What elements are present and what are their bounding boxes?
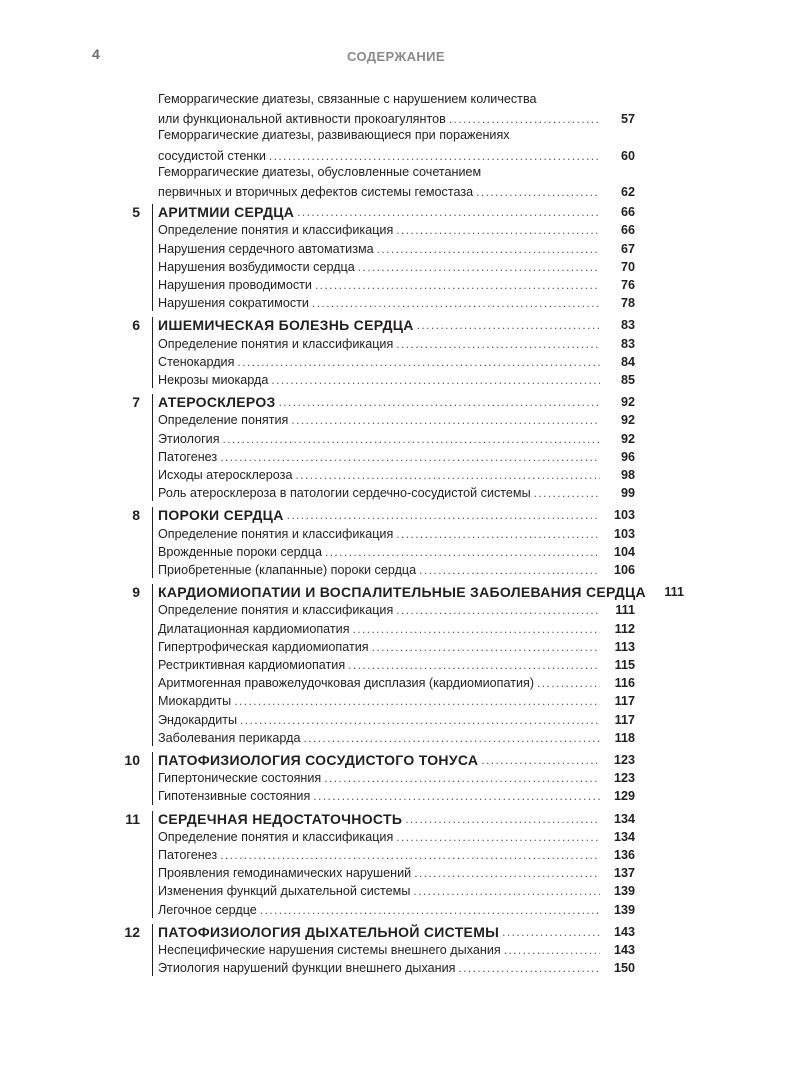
toc-entry-title: Гипертонические состояния (158, 771, 322, 786)
toc-entry-page: 76 (620, 278, 635, 292)
toc-entry-title: Этиология нарушений функции внешнего дыхания (158, 961, 456, 976)
toc-entry (158, 483, 635, 501)
chapter-heading-title: ПАТОФИЗИОЛОГИЯ ДЫХАТЕЛЬНОЙ СИСТЕМЫ (158, 923, 500, 940)
toc-entry-page: 116 (614, 676, 635, 691)
toc-entry-title: Геморрагические диатезы, развивающиеся при поражениях (158, 128, 510, 143)
dot-leader (358, 259, 600, 275)
toc-entry-page: 117 (614, 694, 635, 709)
dot-leader (396, 602, 600, 618)
dot-leader (324, 770, 600, 786)
toc-entry (158, 109, 635, 127)
toc-entry-page: 150 (613, 961, 635, 976)
toc-entry-page: 117 (614, 712, 635, 727)
toc-entry (158, 710, 635, 728)
dot-leader (396, 829, 600, 845)
chapter-heading-title: АРИТМИИ СЕРДЦА (158, 204, 295, 221)
toc-entry-title: Врожденные пороки сердца (158, 544, 322, 559)
toc-entry-page: 92 (620, 413, 635, 428)
toc-entry-title: Аритмогенная правожелудочковая дисплазия (кардиомиопатия) (158, 676, 535, 691)
chapter-heading-page: 111 (664, 585, 684, 600)
toc-entry-page: 137 (613, 866, 635, 881)
toc-entry-title: Роль атеросклероза в патологии сердечно-сосудистой системы (158, 486, 531, 501)
dot-leader (220, 847, 600, 863)
dot-leader (348, 657, 600, 673)
dot-leader (396, 526, 600, 542)
toc-entry (158, 352, 635, 370)
toc-entry-title: Патогенез (158, 848, 218, 862)
chapter-divider (152, 811, 153, 918)
toc-entry-title: Проявления гемодинамических нарушений (158, 866, 412, 881)
toc-entry-page: 57 (620, 112, 635, 127)
toc-entry-title: Патогенез (158, 449, 218, 464)
dot-leader (396, 336, 600, 352)
page-number: 4 (92, 46, 100, 62)
toc-entry-title: Миокардиты (158, 694, 232, 709)
toc-entry-title: Изменения функций дыхательной системы (158, 884, 411, 899)
toc-entry (158, 275, 635, 293)
dot-leader (481, 752, 600, 768)
toc-entry-title: Определение понятия и классификация (158, 336, 394, 351)
toc-entry (158, 524, 635, 542)
toc-entry (158, 958, 635, 976)
toc-entry-title: или функциональной активности прокоагулянтов (158, 112, 446, 127)
toc-entry-page: 139 (613, 884, 635, 899)
chapter-divider (152, 584, 153, 746)
dot-leader (476, 184, 600, 200)
toc-entry-title: Гипотензивные состояния (158, 789, 311, 804)
dot-leader (220, 449, 600, 465)
toc-entry (158, 881, 635, 899)
toc-entry (158, 410, 635, 428)
dot-leader (504, 942, 600, 958)
chapter-divider (152, 204, 153, 311)
toc-entry-page: 83 (620, 336, 635, 351)
dot-leader (271, 372, 600, 388)
dot-leader (353, 621, 600, 637)
toc-entry (158, 900, 635, 918)
toc-entry-page: 136 (613, 848, 635, 862)
toc-entry-page: 96 (620, 449, 635, 464)
chapter-heading-page: 103 (613, 508, 635, 523)
toc-entry-title: Определение понятия и классификация (158, 603, 394, 618)
toc-entry (158, 465, 635, 483)
toc-entry (158, 673, 635, 691)
dot-leader (372, 639, 600, 655)
dot-leader (312, 295, 600, 311)
chapter-number: 5 (132, 204, 140, 221)
chapter-heading-title: ИШЕМИЧЕСКАЯ БОЛЕЗНЬ СЕРДЦА (158, 317, 414, 334)
toc-entry-page: 111 (615, 603, 635, 618)
toc-entry-page: 113 (614, 639, 635, 654)
toc-entry (158, 940, 635, 958)
chapter-heading (158, 922, 635, 940)
toc-entry-title: Определение понятия (158, 413, 289, 428)
chapter-number: 9 (132, 584, 140, 601)
toc-entry-page: 99 (620, 486, 635, 501)
dot-leader (458, 960, 600, 976)
toc-entry-title: Неспецифические нарушения системы внешнего дыхания (158, 943, 501, 957)
chapter-number: 10 (124, 752, 140, 768)
chapter-heading-page: 92 (620, 395, 635, 410)
chapter-heading (158, 750, 635, 768)
chapter-number: 7 (132, 394, 140, 411)
toc-entry-page: 139 (613, 902, 635, 917)
toc-entry-page: 115 (614, 658, 635, 672)
toc-entry (158, 600, 635, 618)
toc-entry-title: сосудистой стенки (158, 148, 266, 163)
chapter-heading-page: 143 (613, 924, 635, 939)
chapter-divider (152, 507, 153, 578)
chapter-heading-page: 134 (613, 811, 635, 826)
chapter-number: 6 (132, 317, 140, 334)
toc-entry (158, 429, 635, 447)
toc-entry-page: 84 (620, 354, 635, 369)
toc-entry-page: 103 (613, 526, 635, 541)
toc-entry-title: Определение понятия и классификация (158, 829, 394, 844)
toc-entry (158, 691, 635, 709)
toc-entry-title: Приобретенные (клапанные) пороки сердца (158, 563, 417, 577)
toc-entry-title: Заболевания перикарда (158, 730, 301, 745)
toc-entry-title: Эндокардиты (158, 712, 238, 727)
toc-entry-title: первичных и вторичных дефектов системы гемостаза (158, 185, 474, 199)
chapter-heading-title: СЕРДЕЧНАЯ НЕДОСТАТОЧНОСТЬ (158, 810, 403, 827)
toc-entry-page: 118 (614, 730, 635, 745)
toc-entry-page: 106 (613, 563, 635, 577)
toc-entry (158, 619, 635, 637)
toc-entry-title: Определение понятия и классификация (158, 223, 394, 238)
chapter-heading-title: ПАТОФИЗИОЛОГИЯ СОСУДИСТОГО ТОНУСА (158, 752, 479, 768)
toc-entry (158, 164, 635, 182)
toc-entry (158, 560, 635, 578)
chapter-heading (158, 505, 635, 523)
chapter-heading-title: ПОРОКИ СЕРДЦА (158, 507, 284, 524)
toc-entry-page: 85 (620, 373, 635, 387)
toc-entry (158, 786, 635, 804)
chapter-heading (158, 202, 635, 220)
dot-leader (534, 485, 600, 501)
toc-entry-page: 112 (614, 621, 635, 636)
chapter-heading (158, 392, 635, 410)
toc-entry (158, 845, 635, 863)
toc-entry (158, 655, 635, 673)
toc-entry (158, 293, 635, 311)
dot-leader (234, 693, 600, 709)
toc-entry (158, 239, 635, 257)
dot-leader (315, 277, 600, 293)
toc-entry-title: Этиология (158, 431, 220, 446)
chapter-heading-title: КАРДИОМИОПАТИИ И ВОСПАЛИТЕЛЬНЫЕ ЗАБОЛЕВАНИЯ СЕРДЦА (158, 584, 646, 601)
chapter-heading (158, 582, 684, 601)
toc-entry-page: 129 (613, 789, 635, 804)
toc-entry (158, 127, 635, 145)
toc-entry-page: 67 (620, 241, 635, 256)
dot-leader (537, 675, 600, 691)
dot-leader (449, 111, 600, 127)
toc-entry-title: Геморрагические диатезы, обусловленные сочетанием (158, 164, 482, 179)
toc-entry-page: 60 (620, 148, 635, 163)
chapter-number: 8 (132, 507, 140, 524)
toc-entry-page: 78 (620, 296, 635, 311)
chapter-divider (152, 924, 153, 977)
toc-entry-title: Рестриктивная кардиомиопатия (158, 658, 346, 672)
dot-leader (377, 241, 600, 257)
toc-entry-title: Гипертрофическая кардиомиопатия (158, 639, 369, 654)
dot-leader (295, 467, 600, 483)
dot-leader (260, 902, 600, 918)
dot-leader (297, 204, 600, 220)
toc-entry (158, 257, 635, 275)
toc-entry (158, 91, 635, 109)
toc-entry-title: Нарушения проводимости (158, 278, 312, 292)
dot-leader (502, 924, 600, 940)
chapter-divider (152, 752, 153, 805)
toc-entry (158, 863, 635, 881)
dot-leader (413, 883, 600, 899)
chapter-divider (152, 394, 153, 501)
toc-entry-page: 123 (613, 771, 635, 786)
dot-leader (279, 394, 600, 410)
chapter-divider (152, 317, 153, 388)
toc-entry (158, 447, 635, 465)
toc-entry-title: Нарушения возбудимости сердца (158, 259, 355, 274)
chapter-number: 11 (125, 810, 140, 827)
toc-entry (158, 182, 635, 200)
chapter-heading (158, 315, 635, 333)
toc-entry-title: Нарушения сократимости (158, 296, 309, 311)
toc-entry-title: Легочное сердце (158, 902, 257, 917)
dot-leader (313, 788, 600, 804)
toc-entry-title: Дилатационная кардиомиопатия (158, 621, 350, 636)
dot-leader (291, 412, 600, 428)
chapter-number: 12 (124, 923, 140, 940)
toc-entry-page: 62 (620, 185, 635, 199)
toc-entry-title: Стенокардия (158, 354, 235, 369)
dot-leader (417, 317, 600, 333)
dot-leader (405, 811, 600, 827)
toc-entry-page: 70 (620, 259, 635, 274)
dot-leader (396, 222, 600, 238)
dot-leader (269, 148, 600, 164)
toc-entry-page: 134 (613, 829, 635, 844)
toc-entry-title: Геморрагические диатезы, связанные с нарушением количества (158, 92, 537, 106)
page-header-title: СОДЕРЖАНИЕ (347, 49, 445, 64)
toc-entry-page: 66 (620, 223, 635, 238)
dot-leader (237, 354, 600, 370)
toc-entry (158, 220, 635, 238)
dot-leader (419, 562, 600, 578)
dot-leader (414, 865, 600, 881)
chapter-heading (158, 809, 635, 827)
toc-entry-title: Определение понятия и классификация (158, 526, 394, 541)
toc-entry-title: Нарушения сердечного автоматизма (158, 241, 374, 256)
chapter-heading-title: АТЕРОСКЛЕРОЗ (158, 394, 276, 411)
toc-entry-title: Исходы атеросклероза (158, 468, 293, 482)
dot-leader (223, 431, 600, 447)
toc-entry-title: Некрозы миокарда (158, 373, 269, 387)
toc-entry (158, 370, 635, 388)
toc-entry-page: 98 (620, 468, 635, 482)
toc-entry (158, 827, 635, 845)
dot-leader (287, 507, 600, 523)
chapter-heading-page: 123 (613, 753, 635, 767)
toc-entry (158, 728, 635, 746)
dot-leader (240, 712, 600, 728)
toc-entry (158, 637, 635, 655)
toc-entry-page: 143 (613, 943, 635, 957)
toc-entry (158, 334, 635, 352)
toc-entry-page: 104 (613, 544, 635, 559)
toc-entry (158, 146, 635, 164)
chapter-heading-page: 83 (620, 318, 635, 333)
dot-leader (325, 544, 600, 560)
toc-entry (158, 542, 635, 560)
chapter-heading-page: 66 (620, 205, 635, 220)
toc-entry-page: 92 (620, 431, 635, 446)
toc-entry (158, 768, 635, 786)
dot-leader (304, 730, 601, 746)
